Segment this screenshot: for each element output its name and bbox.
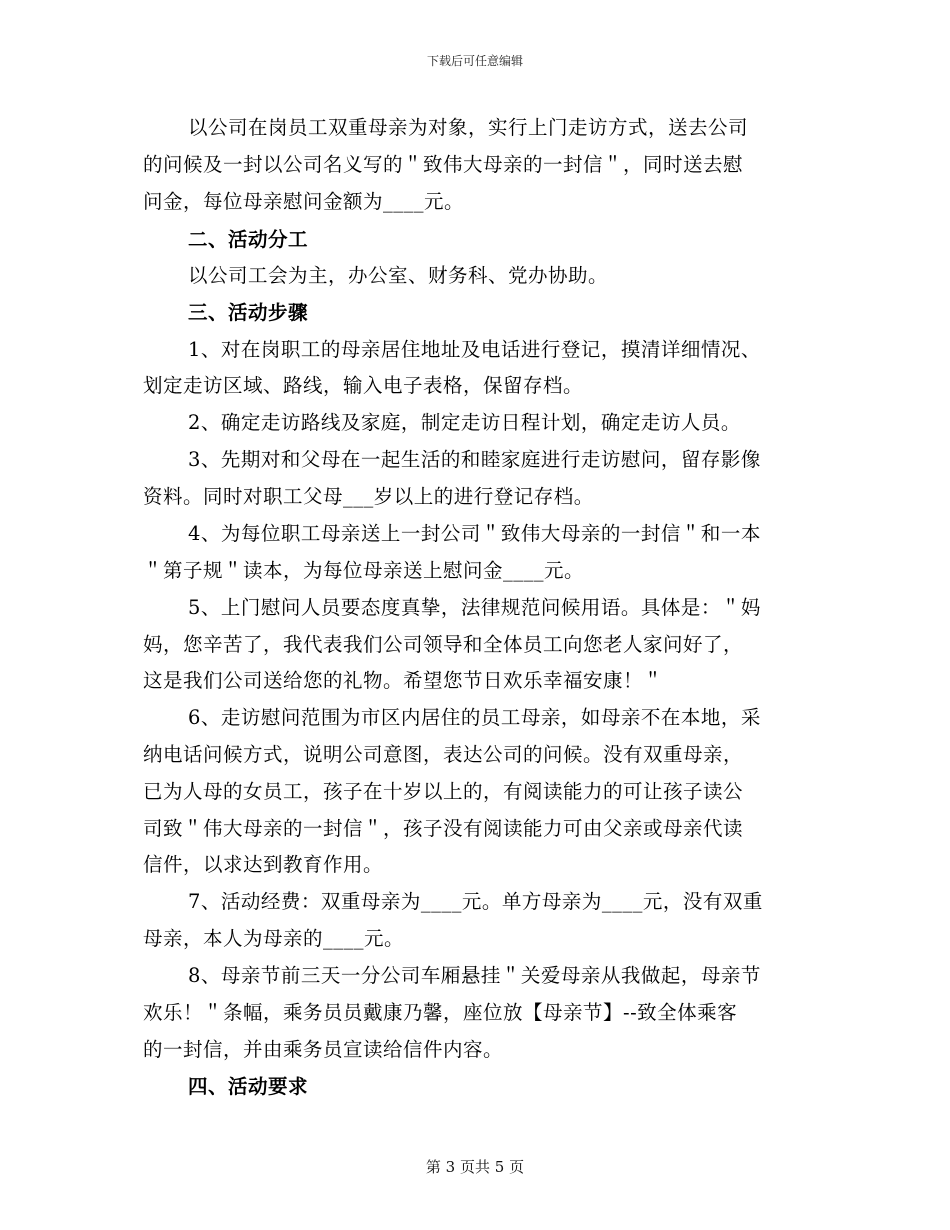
paragraph-line: 司致＂伟大母亲的一封信＂，孩子没有阅读能力可由父亲或母亲代读 (143, 817, 744, 840)
paragraph-line: 以公司工会为主，办公室、财务科、党办协助。 (188, 264, 609, 287)
paragraph-line: 划定走访区域、路线，输入电子表格，保留存档。 (143, 374, 584, 397)
paragraph-line: 6、走访慰问范围为市区内居住的员工母亲，如母亲不在本地，采 (188, 706, 761, 729)
paragraph-line: 8、母亲节前三天一分公司车厢悬挂＂关爱母亲从我做起，母亲节 (188, 964, 761, 987)
paragraph-line: 4、为每位职工母亲送上一封公司＂致伟大母亲的一封信＂和一本 (188, 522, 761, 545)
paragraph-line: 欢乐！＂条幅，乘务员员戴康乃馨，座位放【母亲节】--致全体乘客 (143, 1001, 738, 1024)
paragraph-line: 以公司在岗员工双重母亲为对象，实行上门走访方式，送去公司 (188, 116, 749, 139)
paragraph-line: 3、先期对和父母在一起生活的和睦家庭进行走访慰问，留存影像 (188, 448, 761, 471)
paragraph-line: 5、上门慰问人员要态度真挚，法律规范问候用语。具体是：＂妈 (188, 596, 761, 619)
paragraph-line: 的一封信，并由乘务员宣读给信件内容。 (143, 1038, 504, 1061)
paragraph-line: 1、对在岗职工的母亲居住地址及电话进行登记，摸清详细情况、 (188, 338, 761, 361)
section-heading: 四、活动要求 (188, 1075, 309, 1098)
paragraph-line: 已为人母的女员工，孩子在十岁以上的，有阅读能力的可让孩子读公 (143, 780, 744, 803)
page-footer: 第 3 页共 5 页 (425, 1158, 525, 1176)
paragraph-line: 妈，您辛苦了，我代表我们公司领导和全体员工向您老人家问好了， (143, 633, 744, 656)
paragraph-line: 资料。同时对职工父母___岁以上的进行登记存档。 (143, 485, 594, 508)
paragraph-line: 母亲，本人为母亲的____元。 (143, 927, 405, 950)
paragraph-line: 信件，以求达到教育作用。 (143, 853, 384, 876)
section-heading: 三、活动步骤 (188, 301, 309, 324)
section-heading: 二、活动分工 (188, 228, 309, 251)
paragraph-line: 这是我们公司送给您的礼物。希望您节日欢乐幸福安康！＂ (143, 669, 664, 692)
paragraph-line: 纳电话问候方式，说明公司意图，表达公司的问候。没有双重母亲， (143, 743, 744, 766)
paragraph-line: ＂第子规＂读本，为每位母亲送上慰问金____元。 (143, 559, 585, 582)
paragraph-line: 问金，每位母亲慰问金额为____元。 (143, 190, 465, 213)
paragraph-line: 的问候及一封以公司名义写的＂致伟大母亲的一封信＂，同时送去慰 (143, 153, 744, 176)
paragraph-line: 7、活动经费：双重母亲为____元。单方母亲为____元，没有双重 (188, 890, 763, 913)
paragraph-line: 2、确定走访路线及家庭，制定走访日程计划，确定走访人员。 (188, 411, 741, 434)
page-header: 下载后可任意编辑 (426, 54, 523, 68)
